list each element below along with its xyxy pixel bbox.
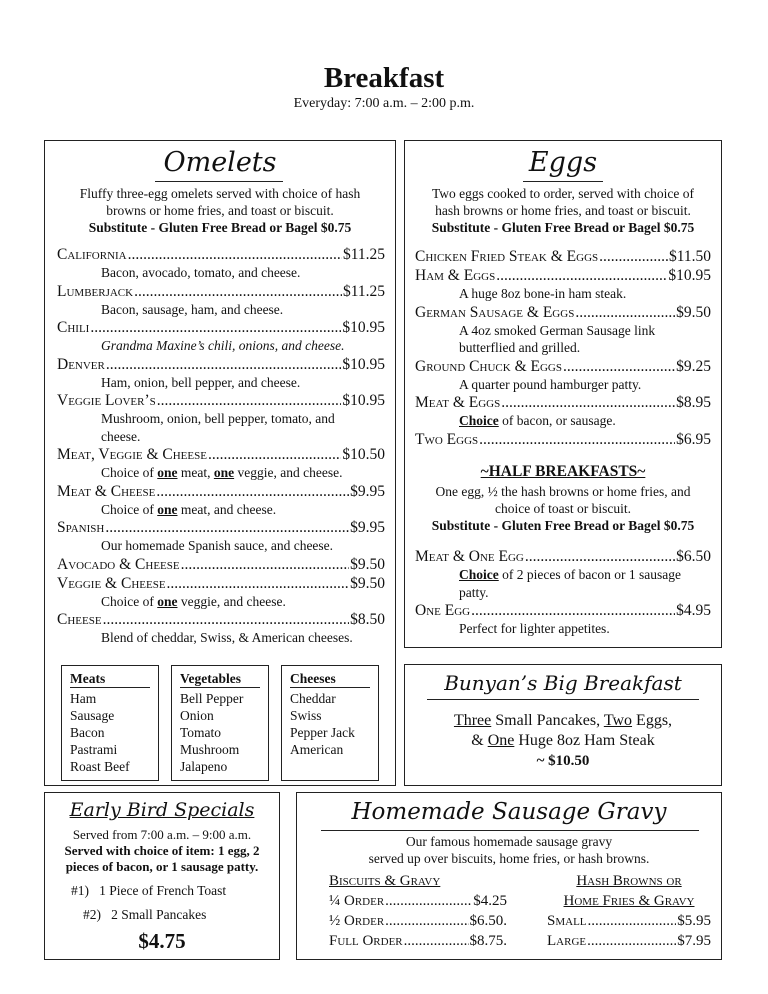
early-bird-price: $4.75 (138, 929, 186, 953)
meats-box: Meats Ham Sausage Bacon Pastrami Roast Beef (61, 665, 159, 781)
item-desc: Ham, onion, bell pepper, and cheese. (101, 374, 301, 390)
menu-item-denver: Denver ..... $10.95 (57, 355, 385, 374)
item-desc: Grandma Maxine’s chili, onions, and cheese. (101, 338, 345, 353)
half-breakfasts-intro: One egg, ½ the hash browns or home fries, and choice of toast or biscuit. Substitute - Gluten Free Bread or Bagel $0.75 (431, 484, 695, 533)
item-desc: Bacon, sausage, ham, and cheese. (101, 301, 284, 317)
item-desc: Perfect for lighter appetites. (459, 621, 610, 636)
gravy-title-underline (321, 830, 699, 831)
bunyan-title: Bunyan’s Big Breakfast (444, 671, 682, 695)
biscuits-gravy-col: Biscuits & Gravy ¼ Order ..... $4.25 ½ Order ..... $6.50. Full Order ..... $8.75. (329, 871, 507, 951)
menu-item-chili: Chili ..... $10.95 (57, 318, 385, 337)
early-bird-intro: Served from 7:00 a.m. – 9:00 a.m. Served with choice of item: 1 egg, 2 pieces of bacon, or 1 sausage patty. (64, 827, 260, 874)
menu-item-german-sausage: German Sausage & Eggs ..... $9.50 (415, 303, 711, 322)
page-title: Breakfast (323, 62, 445, 94)
menu-item-one-egg: One Egg ..... $4.95 (415, 601, 711, 620)
early-bird-item: #2) 2 Small Pancakes (83, 907, 207, 922)
menu-item-ground-chuck: Ground Chuck & Eggs ..... $9.25 (415, 357, 711, 376)
menu-item-meat-eggs: Meat & Eggs ..... $8.95 (415, 393, 711, 412)
item-desc: Mushroom, onion, bell pepper, tomato, and (101, 411, 335, 426)
early-bird-item: #1) 1 Piece of French Toast (71, 883, 227, 898)
vegetables-box: Vegetables Bell Pepper Onion Tomato Mushroom Jalapeno (171, 665, 269, 781)
half-breakfasts-title: ~HALF BREAKFASTS~ (480, 463, 646, 480)
item-desc: A huge 8oz bone-in ham steak. (459, 286, 627, 301)
menu-item-spanish: Spanish ..... $9.95 (57, 518, 385, 537)
menu-item-veggie-lovers: Veggie Lover’s ..... $10.95 (57, 391, 385, 410)
item-desc: cheese. (101, 428, 141, 444)
item-desc: Choice of 2 pieces of bacon or 1 sausage (459, 567, 681, 582)
eggs-list (415, 247, 711, 449)
menu-item-california: California ..... $11.25 (57, 245, 385, 264)
item-desc: A 4oz smoked German Sausage link (459, 322, 656, 338)
omelets-title: Omelets (163, 147, 277, 178)
early-bird-section (44, 792, 280, 960)
item-desc: patty. (459, 584, 489, 600)
item-desc: Choice of one meat, and cheese. (101, 501, 277, 517)
hash-browns-gravy-col: Hash Browns or Home Fries & Gravy Small ..... $5.95 Large ..... $7.95 (547, 871, 711, 951)
eggs-section (404, 140, 722, 648)
menu-item-avocado-cheese: Avocado & Cheese ..... $9.50 (57, 555, 385, 574)
menu-item-meat-cheese: Meat & Cheese ..... $9.95 (57, 482, 385, 501)
menu-item-two-eggs: Two Eggs ..... $6.95 (415, 430, 711, 449)
menu-item-ham-eggs: Ham & Eggs ..... $10.95 (415, 266, 711, 285)
item-desc: Choice of one meat, one veggie, and cheese. (101, 465, 343, 480)
eggs-title: Eggs (528, 147, 598, 178)
item-desc: butterflied and grilled. (459, 340, 581, 355)
item-desc: Our homemade Spanish sauce, and cheese. (101, 538, 334, 553)
gravy-title: Homemade Sausage Gravy (351, 799, 667, 825)
omelets-intro: Fluffy three-egg omelets served with choice of hash browns or home fries, and toast or biscuit. Substitute - Gluten Free Bread or Bagel $0.75 (79, 186, 361, 235)
menu-item-veggie-cheese: Veggie & Cheese ..... $9.50 (57, 574, 385, 593)
item-desc: Blend of cheddar, Swiss, & American cheeses. (101, 630, 353, 645)
cheeses-box: Cheeses Cheddar Swiss Pepper Jack American (281, 665, 379, 781)
menu-item-meat-one-egg: Meat & One Egg ..... $6.50 (415, 547, 711, 566)
half-breakfasts-list (415, 547, 711, 638)
eggs-title-underline (523, 181, 603, 182)
omelets-list (57, 245, 385, 647)
omelets-section (44, 140, 396, 786)
item-desc: Choice of one veggie, and cheese. (101, 593, 286, 609)
item-desc: Bacon, avocado, tomato, and cheese. (101, 265, 301, 280)
menu-item-cheese: Cheese ..... $8.50 (57, 610, 385, 629)
menu-item-chicken-fried-steak: Chicken Fried Steak & Eggs ..... $11.50 (415, 247, 711, 266)
hours-text: Everyday: 7:00 a.m. – 2:00 p.m. (293, 96, 475, 111)
bunyan-desc: Three Small Pancakes, Two Eggs, & One Huge 8oz Ham Steak ~ $10.50 (453, 712, 673, 769)
bunyan-section (404, 664, 722, 786)
menu-item-meat-veggie-cheese: Meat, Veggie & Cheese ..... $10.50 (57, 445, 385, 464)
bunyan-title-underline (427, 699, 699, 700)
item-desc: A quarter pound hamburger patty. (459, 376, 642, 392)
omelets-title-underline (155, 181, 283, 182)
gravy-section (296, 792, 722, 960)
gravy-intro: Our famous homemade sausage gravy served up over biscuits, home fries, or hash browns. (368, 834, 650, 866)
eggs-intro: Two eggs cooked to order, served with choice of hash browns or home fries, and toast or biscuit. Substitute - Gluten Free Bread or Bagel $0.75 (431, 186, 695, 235)
item-desc: Choice of bacon, or sausage. (459, 413, 616, 428)
early-bird-title: Early Bird Specials (69, 799, 255, 821)
menu-item-lumberjack: Lumberjack ..... $11.25 (57, 282, 385, 301)
